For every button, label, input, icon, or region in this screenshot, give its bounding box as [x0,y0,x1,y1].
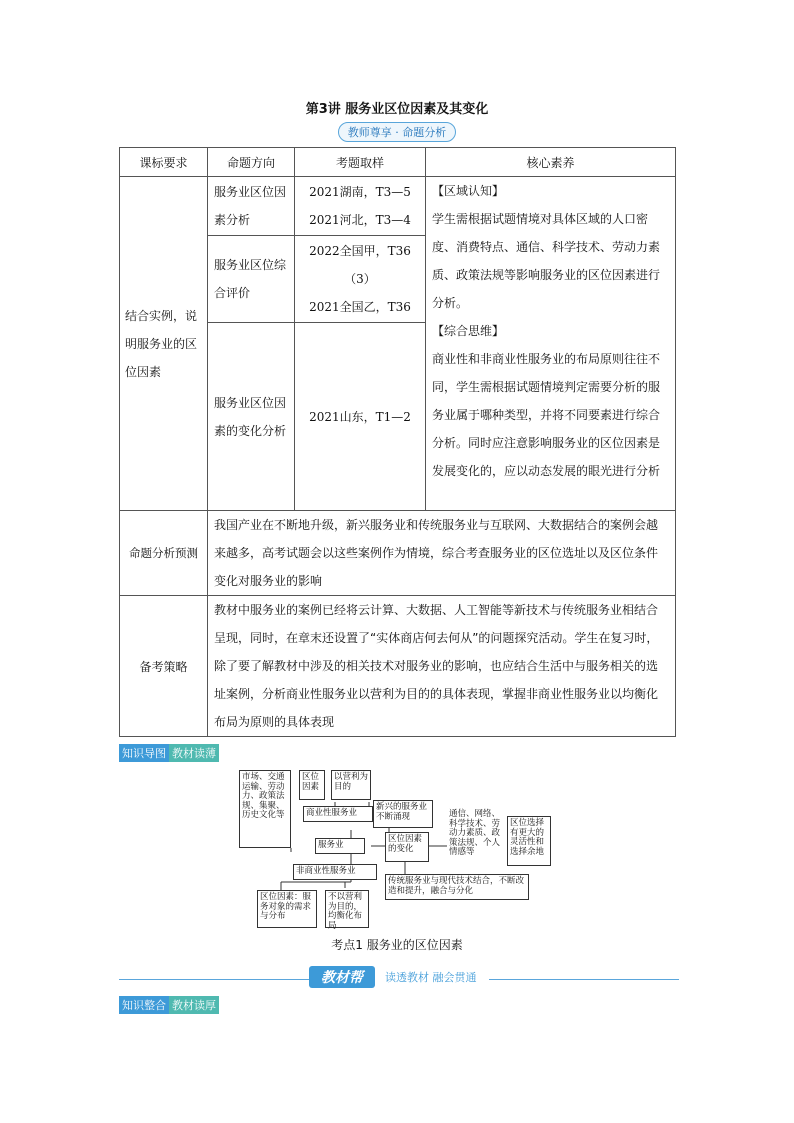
table-row [120,596,676,737]
direction-cell: 服务业区位综合评价 [208,236,295,323]
requirement-cell: 结合实例，说明服务业的区位因素 [120,177,208,511]
location-factors-box: 区位因素 [299,770,325,800]
tag-read-thick: 教材读厚 [169,996,219,1014]
factors-box: 市场、交通运输、劳动力、政策法规、集聚、历史文化等 [239,770,291,848]
page-title: 第3讲 服务业区位因素及其变化 [305,102,489,117]
section-subtitle: 考点1 服务业的区位因素 [331,938,463,952]
mind-map-diagram [239,766,551,930]
exam-cell: 2021湖南，T3—5 2021河北，T3—4 [295,177,426,236]
prediction-text: 我国产业在不断地升级，新兴服务业和传统服务业与互联网、大数据结合的案例会越来越多，高考试题会以这些案例作为情境，综合考查服务业的区位选址以及区位条件变化对服务业的影响 [208,511,676,596]
banner-line-left [119,979,309,980]
result-box: 区位选择有更大的灵活性和选择余地 [507,816,551,866]
tag-read-thin: 教材读薄 [169,744,219,762]
tag-knowledge-map: 知识导图 [119,744,169,762]
new-services-box: 新兴的服务业不断涌现 [373,800,433,828]
nc-factors-box: 区位因素：服务对象的需求与分布 [257,890,317,928]
changes-box: 区位因素的变化 [385,832,429,862]
tag-knowledge-integration: 知识整合 [119,996,169,1014]
strategy-label: 备考策略 [120,596,208,737]
exam-cell: 2022全国甲，T36（3） 2021全国乙，T36 [295,236,426,323]
profit-box: 以营利为目的 [331,770,371,800]
commercial-box: 商业性服务业 [303,806,373,822]
service-box: 服务业 [315,838,365,854]
direction-cell: 服务业区位因素的变化分析 [208,323,295,511]
banner-line-right [489,979,679,980]
nc-principle-box: 不以营利为目的，均衡化布局 [325,890,369,928]
prediction-label: 命题分析预测 [120,511,208,596]
table-row [120,511,676,596]
header-literacy: 核心素养 [426,148,676,177]
banner-slogan: 读透教材 融会贯通 [381,969,481,985]
noncommercial-box: 非商业性服务业 [293,864,377,880]
teacher-badge: 教师尊享 · 命题分析 [338,122,457,142]
exam-cell: 2021山东，T1—2 [295,323,426,511]
header-requirement: 课标要求 [120,148,208,177]
direction-cell: 服务业区位因素分析 [208,177,295,236]
knowledge-integration-tag [119,996,219,1014]
change-factors-box: 通信、网络、科学技术、劳动力素质、政策法规、个人情感等 [447,808,507,866]
traditional-box: 传统服务业与现代技术结合，不断改造和提升，融合与分化 [385,874,529,900]
knowledge-map-tag [119,744,219,762]
header-exam: 考题取样 [295,148,426,177]
analysis-table [119,147,676,737]
textbook-banner [119,966,679,988]
strategy-text: 教材中服务业的案例已经将云计算、大数据、人工智能等新技术与传统服务业相结合呈现，同时，在章末还设置了“实体商店何去何从”的问题探究活动。学生在复习时，除了要了解教材中涉及的相关技术对服务业的影响，也应结合生活中与服务相关的选址案例，分析商业性服务业以营利为目的的具体表现，掌握非商业性服务业以均衡化布局为原则的具体表现 [208,596,676,737]
table-header-row [120,148,676,177]
table-row [120,177,676,236]
header-direction: 命题方向 [208,148,295,177]
banner-title: 教材帮 [309,966,375,988]
literacy-cell: 【区域认知】 学生需根据试题情境对具体区域的人口密度、消费特点、通信、科学技术、劳动力素质、政策法规等影响服务业的区位因素进行分析。 【综合思维】 商业性和非商业性服务业的布局原则往往不同，学生需根据试题情境判定需要分析的服务业属于哪种类型，并将不同要素进行综合分析。同时应注意影响服务业的区位因素是发展变化的，应以动态发展的眼光进行分析 [426,177,676,511]
